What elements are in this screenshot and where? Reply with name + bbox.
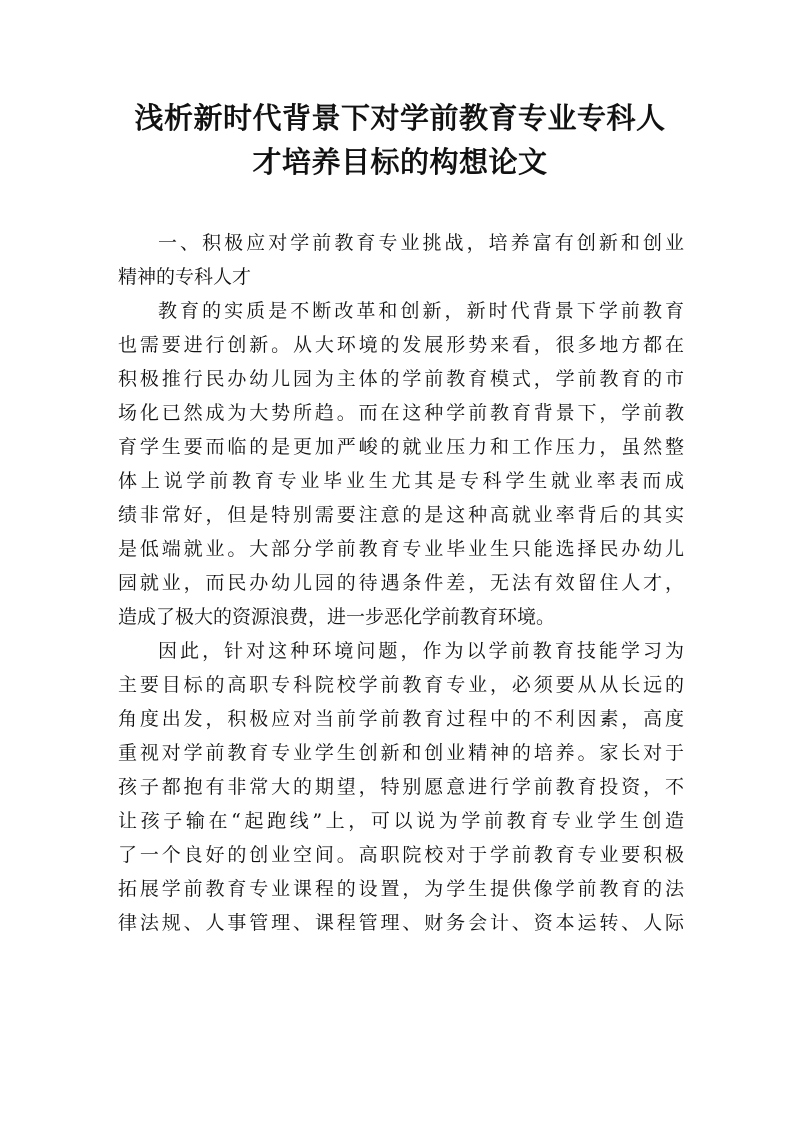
text-line: 主要目标的高职专科院校学前教育专业，必须要从从长远的 xyxy=(118,674,684,696)
text-line: 积极推行民办幼儿园为主体的学前教育模式，学前教育的市 xyxy=(118,368,684,390)
text-line: 孩子都抱有非常大的期望，特别愿意进行学前教育投资，不 xyxy=(118,776,684,798)
text-line: 精神的专科人才 xyxy=(118,266,252,288)
text-line: 角度出发，积极应对当前学前教育过程中的不利因素，高度 xyxy=(118,708,684,730)
text-line: 了一个良好的创业空间。高职院校对于学前教育专业要积极 xyxy=(118,844,684,866)
text-line: 也需要进行创新。从大环境的发展形势来看，很多地方都在 xyxy=(118,334,684,356)
text-line: 场化已然成为大势所趋。而在这种学前教育背景下，学前教 xyxy=(118,402,684,424)
page-title xyxy=(100,96,700,184)
text-line: 律法规、人事管理、课程管理、财务会计、资本运转、人际 xyxy=(118,912,684,934)
text-line: 教育的实质是不断改革和创新，新时代背景下学前教育 xyxy=(158,300,684,322)
body-text xyxy=(118,226,684,940)
text-line: 让孩子输在“起跑线”上，可以说为学前教育专业学生创造 xyxy=(118,810,684,832)
title-line: 浅析新时代背景下对学前教育专业专科人 xyxy=(134,101,666,135)
text-line: 园就业，而民办幼儿园的待遇条件差，无法有效留住人才， xyxy=(118,572,684,594)
text-line: 重视对学前教育专业学生创新和创业精神的培养。家长对于 xyxy=(118,742,684,764)
text-line: 绩非常好，但是特别需要注意的是这种高就业率背后的其实 xyxy=(118,504,684,526)
title-line: 才培养目标的构想论文 xyxy=(252,145,548,179)
text-line: 造成了极大的资源浪费，进一步恶化学前教育环境。 xyxy=(118,606,556,628)
text-line: 是低端就业。大部分学前教育专业毕业生只能选择民办幼儿 xyxy=(118,538,684,560)
text-line: 因此，针对这种环境问题，作为以学前教育技能学习为 xyxy=(158,640,684,662)
text-line: 体上说学前教育专业毕业生尤其是专科学生就业率表而成 xyxy=(118,470,684,492)
text-line: 拓展学前教育专业课程的设置，为学生提供像学前教育的法 xyxy=(118,878,684,900)
text-line: 一、积极应对学前教育专业挑战，培养富有创新和创业 xyxy=(158,232,684,254)
text-line: 育学生要而临的是更加严峻的就业压力和工作压力，虽然整 xyxy=(118,436,684,458)
